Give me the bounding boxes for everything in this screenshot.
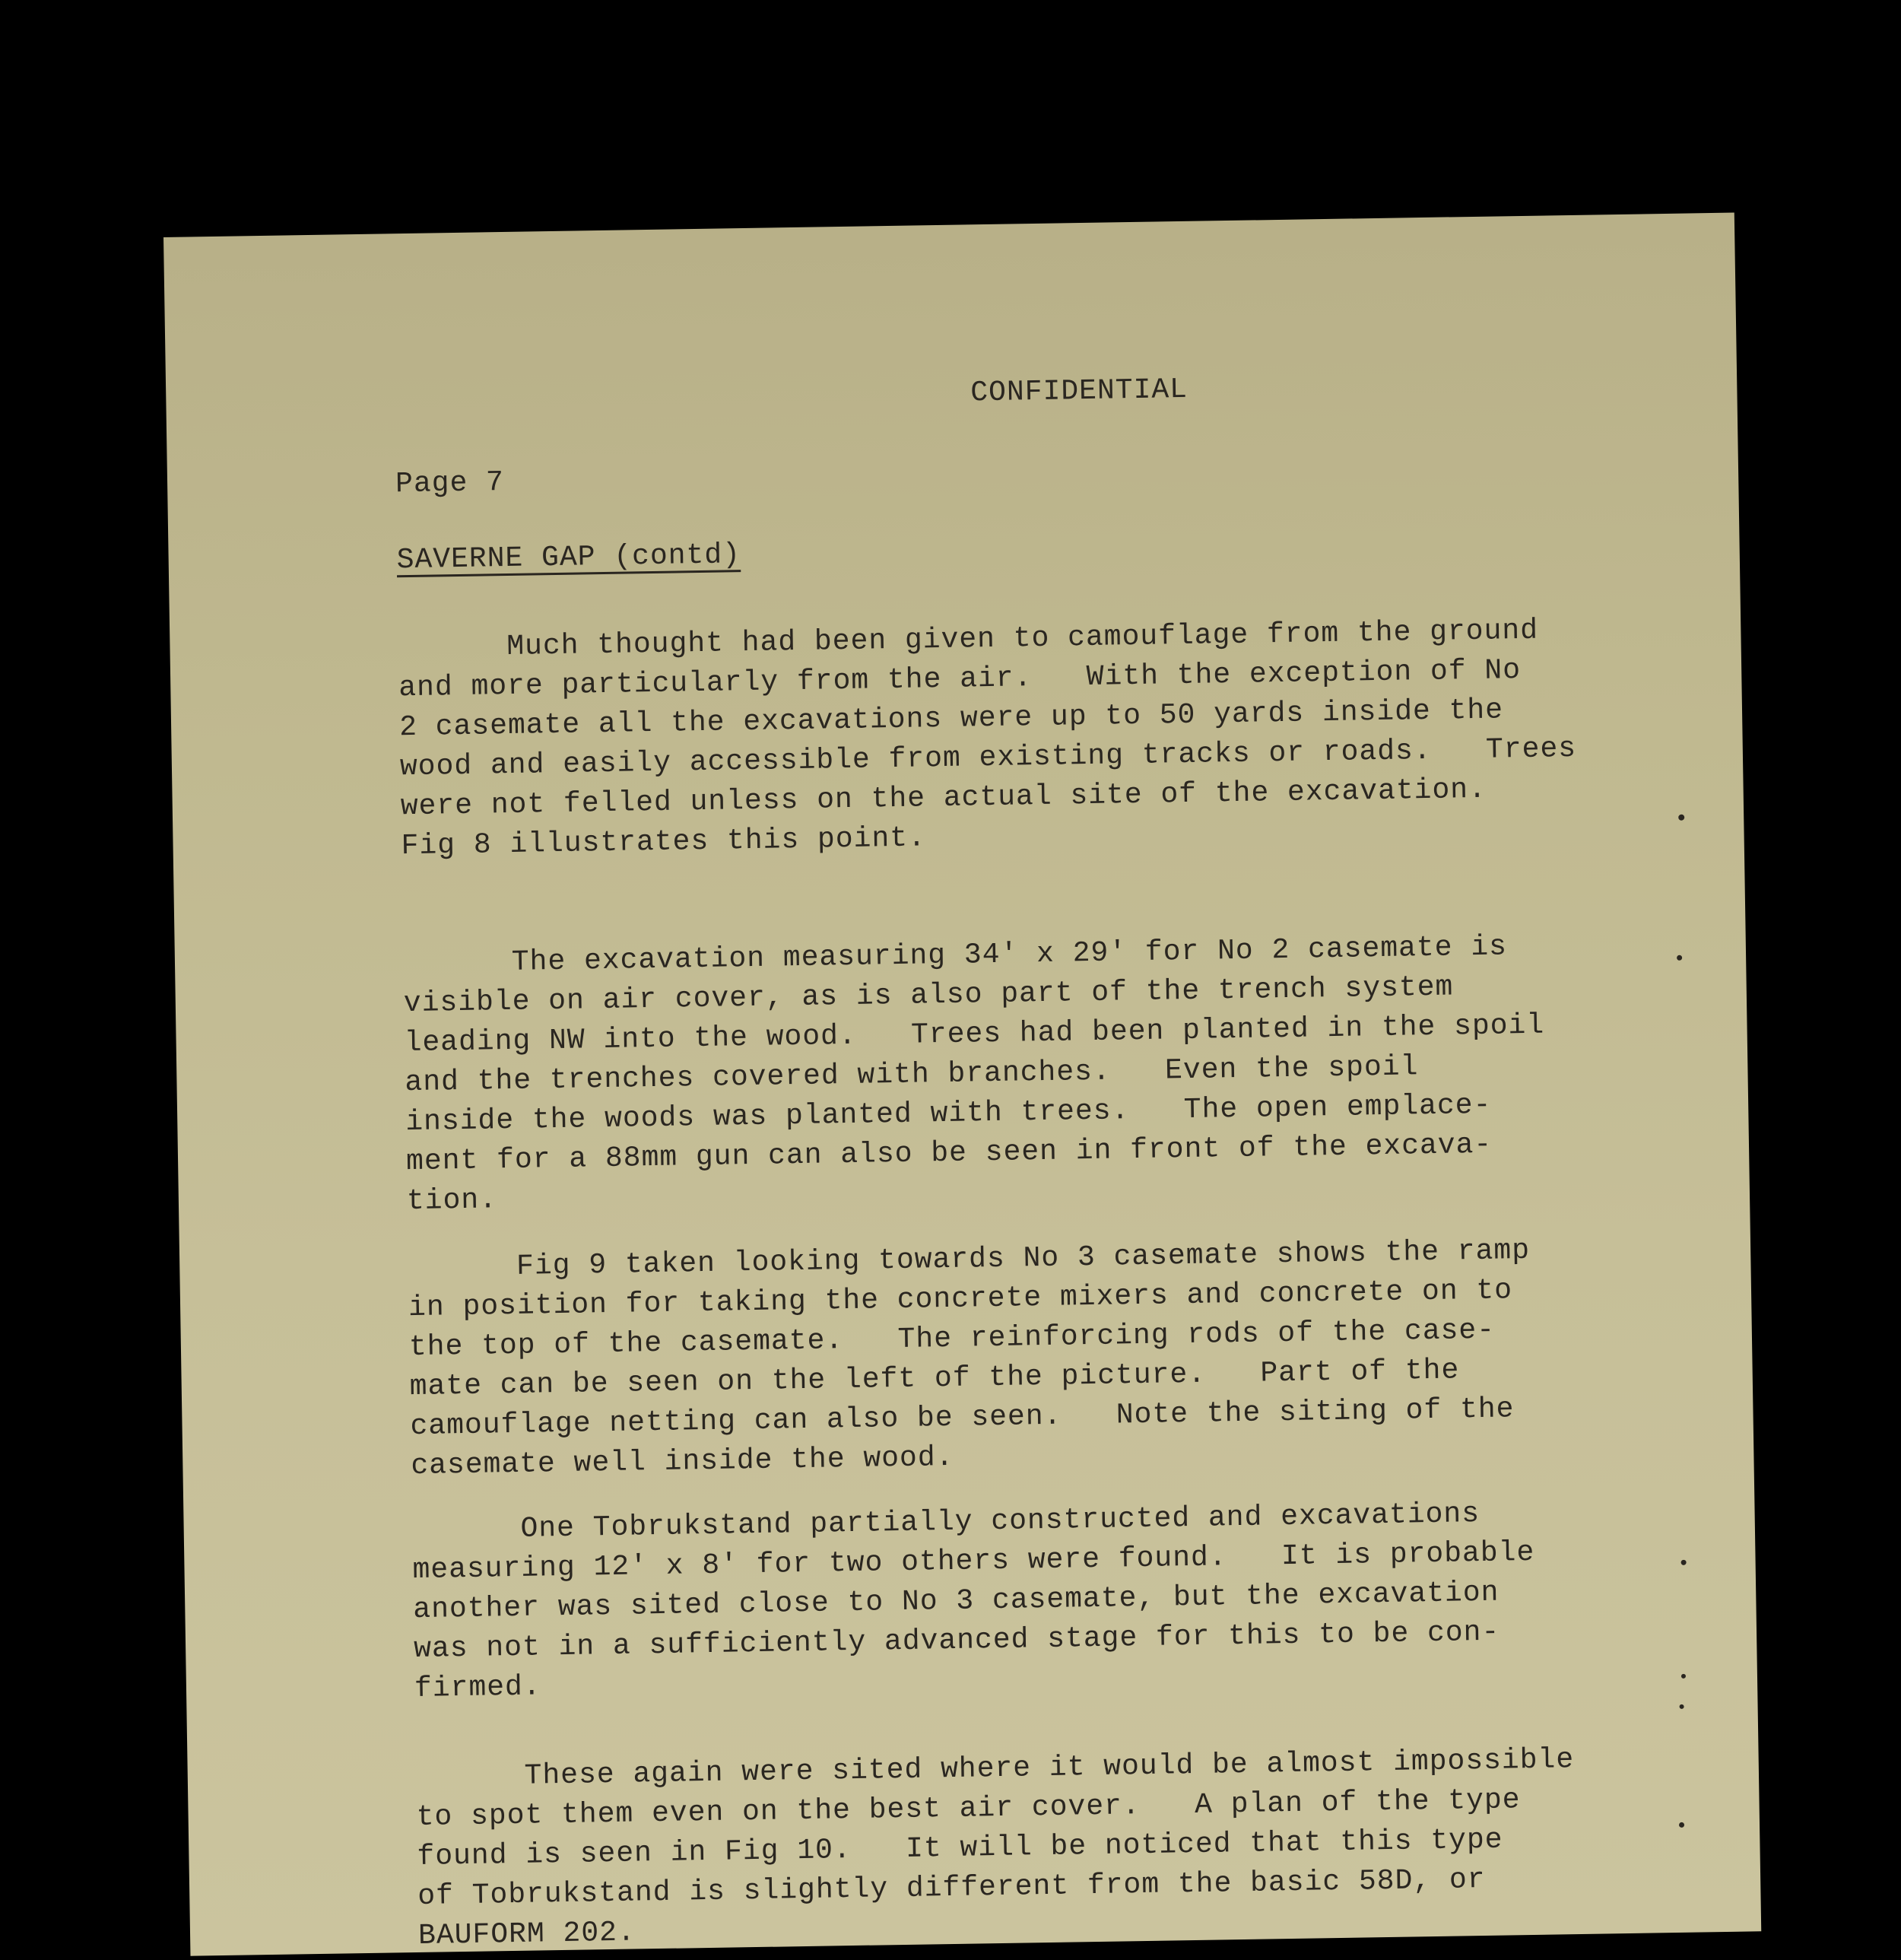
paragraph-line: mate can be seen on the left of the picture. Part of the [409,1354,1460,1404]
paragraph-1 [398,609,1694,867]
paragraph-line: Fig 9 taken looking towards No 3 casemate shows the ramp [407,1234,1531,1285]
paragraph-line: tion. [406,1183,498,1218]
document-page [163,213,1761,1956]
paragraph-line: of Tobrukstand is slightly different from the basic 58D, or [417,1863,1486,1914]
paragraph-2 [403,924,1700,1221]
paragraph-line: wood and easily accessible from existing tracks or roads. Trees [399,732,1577,784]
paragraph-line: inside the woods was planted with trees. The open emplace- [405,1088,1492,1139]
paragraph-line: The excavation measuring 34' x 29' for No 2 casemate is [402,930,1508,981]
ink-speck [1679,1822,1684,1828]
ink-speck [1677,955,1682,961]
ink-speck [1680,1704,1684,1709]
paragraph-line: One Tobrukstand partially constructed and excavations [411,1498,1480,1548]
classification-header: CONFIDENTIAL [970,373,1189,410]
paragraph-line: 2 casemate all the excavations were up to 50 yards inside the [398,694,1504,745]
paragraph-line: BAUFORM 202. [417,1916,636,1953]
paragraph-3 [408,1228,1704,1486]
ink-speck [1681,1674,1686,1679]
paragraph-line: casemate well inside the wood. [411,1441,954,1483]
paragraph-line: camouflage netting can also be seen. Note the siting of the [410,1393,1515,1444]
paragraph-line: and more particularly from the air. With the exception of No [398,654,1522,705]
section-title: SAVERNE GAP (contd) [396,538,741,577]
paragraph-line: firmed. [414,1670,541,1706]
paragraph-line: ment for a 88mm gun can also be seen in front of the excava- [405,1128,1493,1179]
paragraph-line: visible on air cover, as is also part of the trench system [403,970,1454,1021]
paragraph-line: and the trenches covered with branches. Even the spoil [405,1050,1419,1100]
paragraph-line: the top of the casemate. The reinforcing rods of the case- [408,1314,1496,1364]
paragraph-line: in position for taking the concrete mixers and concrete on to [408,1274,1513,1325]
paragraph-line: were not felled unless on the actual site of the excavation. [400,773,1487,824]
paragraph-line: Much thought had been given to camouflage from the ground [398,614,1539,666]
paragraph-5 [415,1738,1711,1956]
ink-speck [1681,1560,1687,1565]
paragraph-line: was not in a sufficiently advanced stage for this to be con- [413,1615,1500,1666]
paragraph-line: measuring 12' x 8' for two others were found. It is probable [412,1536,1535,1587]
paragraph-line: leading NW into the wood. Trees had been planted in the spoil [404,1009,1545,1060]
paragraph-line: another was sited close to No 3 casemate, but the excavation [413,1576,1500,1627]
paragraph-line: Fig 8 illustrates this point. [401,821,927,863]
paragraph-line: These again were sited where it would be almost impossible [415,1743,1575,1795]
ink-speck [1678,815,1684,821]
page-number: Page 7 [395,466,505,501]
paragraph-line: found is seen in Fig 10. It will be noticed that this type [417,1823,1503,1874]
paragraph-4 [411,1491,1707,1709]
paragraph-line: to spot them even on the best air cover. A plan of the type [416,1784,1521,1835]
